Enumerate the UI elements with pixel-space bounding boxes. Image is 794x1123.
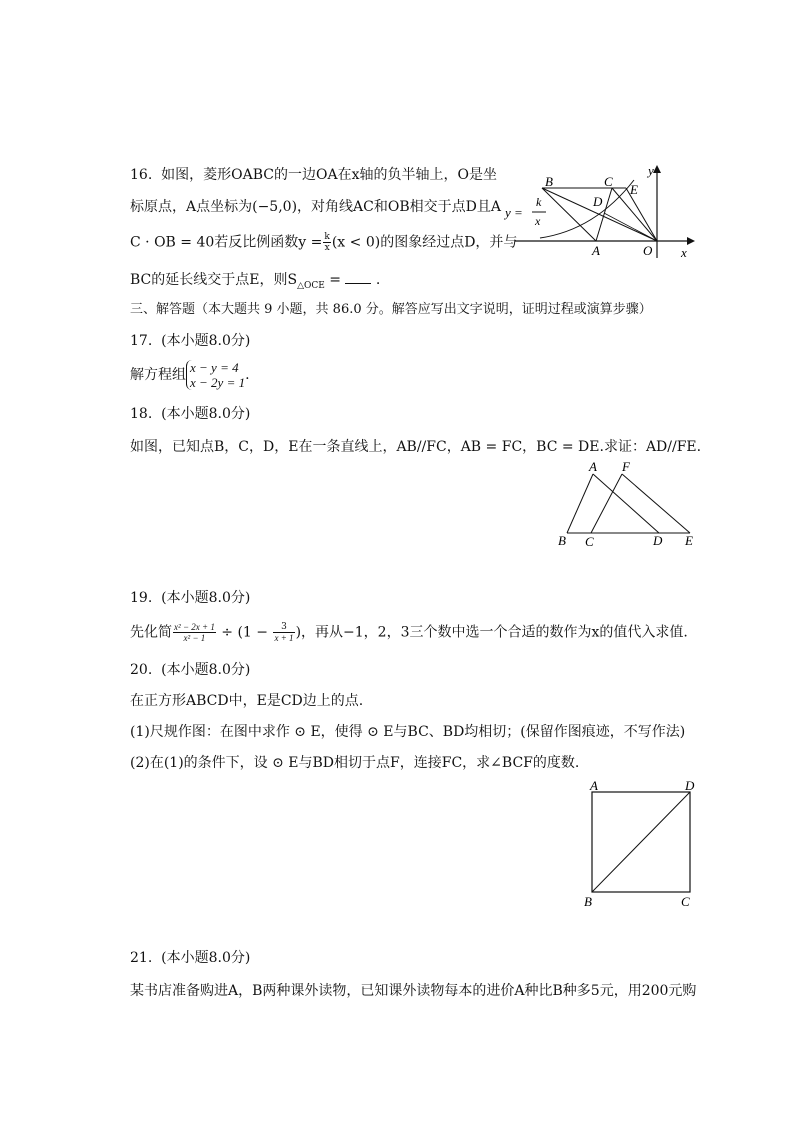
q16-number: 16. [130, 167, 153, 183]
section3-heading: 三、解答题（本大题共 9 小题，共 86.0 分。解答应写出文字说明，证明过程或演算步骤） [130, 302, 652, 317]
q18-label-F: F [622, 459, 630, 474]
q19-post: )，再从−1，2，3三个数中选一个合适的数作为x的值代入求值. [295, 624, 688, 641]
q16-text-line2: 标原点，A点坐标为(−5,0)，对角线AC和OB相交于点D且A [130, 199, 501, 215]
q18-segment-AD [593, 474, 659, 533]
q16-line3 [130, 232, 517, 253]
q18-label-C: C [585, 534, 594, 549]
q16-label-eq-k: k [536, 195, 542, 209]
q21-line1: 某书店准备购进A，B两种课外读物，已知课外读物每本的进价A种比B种多5元，用200元购 [130, 983, 697, 999]
q16-text-line4c: . [371, 272, 381, 288]
q16-label-eq-x: x [535, 214, 541, 228]
q17-body [130, 360, 250, 390]
q19-number: 19. [130, 590, 153, 606]
q16-fraction-k-over-x [323, 232, 330, 253]
q18-header [130, 404, 250, 424]
q19-body [130, 622, 688, 643]
q19-frac2-den: x + 1 [274, 633, 294, 643]
q16-label-O: O [643, 243, 653, 258]
q16-text-line4b: = [324, 272, 346, 288]
q16-label-eq-y: y = [505, 205, 523, 220]
q20-label-B: B [584, 894, 592, 909]
q18-label-E: E [685, 533, 693, 548]
q18-number: 18. [130, 406, 153, 422]
q16-label-D: D [593, 194, 603, 209]
q16-label-A: A [592, 243, 600, 258]
q20-diagonal-BD [592, 792, 690, 892]
q20-line1: 在正方形ABCD中，E是CD边上的点. [130, 693, 364, 709]
q21-number: 21. [130, 950, 153, 966]
q17-equation-2: x − 2y = 1 [190, 375, 246, 390]
q19-frac1-num: x² − 2x + 1 [174, 622, 215, 632]
q17-score: (本小题8.0分) [161, 333, 251, 349]
q20-score: (本小题8.0分) [161, 662, 251, 678]
q16-label-x: x [681, 245, 687, 260]
q18-figure [555, 458, 700, 550]
q20-line2: (1)尺规作图：在图中求作 ⊙ E，使得 ⊙ E与BC、BD均相切；(保留作图痕迹，不写作法) [130, 724, 686, 740]
q17-number: 17. [130, 333, 153, 349]
q16-text-line4a: BC的延长线交于点E，则S [130, 272, 298, 288]
q16-label-B: B [545, 174, 553, 189]
q16-line4 [130, 270, 380, 296]
q16-area-subscript: △OCE [297, 280, 325, 291]
q16-label-C: C [604, 174, 613, 189]
q16-text-line3b: (x < 0)的图象经过点D，并与 [331, 234, 518, 251]
q16-line2 [130, 197, 501, 217]
q19-frac2-num: 3 [273, 622, 294, 633]
q17-header [130, 331, 250, 351]
q19-pre: 先化简 [130, 624, 172, 641]
q16-line1 [130, 165, 497, 185]
q17-end: . [245, 367, 250, 383]
q18-label-A: A [589, 459, 597, 474]
q18-segment-AB [567, 474, 593, 533]
q16-frac-num: k [324, 232, 330, 242]
q16-x-axis-arrow [687, 237, 695, 245]
q16-frac-den: x [324, 243, 330, 253]
q16-segment-BA [542, 188, 596, 241]
q21-header [130, 948, 250, 968]
q16-answer-blank [345, 271, 371, 284]
q16-y-axis-arrow [653, 165, 661, 173]
q17-text: 解方程组 [130, 367, 186, 383]
q17-equation-system [186, 360, 245, 390]
q16-label-y: y [648, 163, 654, 178]
q18-segment-FC [591, 474, 622, 533]
q18-text: 如图，已知点B，C，D，E在一条直线上，AB//FC，AB = FC，BC = DE.求证：AD//FE. [130, 439, 702, 455]
q20-label-C: C [681, 894, 690, 909]
q16-text-line3a: C · OB = 40若反比例函数 [130, 234, 299, 251]
q18-label-D: D [653, 533, 663, 548]
q20-label-A: A [590, 778, 598, 793]
q18-label-B: B [558, 533, 566, 548]
q19-frac1-den: x² − 1 [183, 633, 206, 643]
q20-header [130, 660, 250, 680]
q20-figure [580, 776, 700, 910]
q19-header [130, 588, 250, 608]
q16-text-line1: 如图，菱形OABC的一边OA在x轴的负半轴上，O是坐 [161, 167, 497, 183]
q20-line3: (2)在(1)的条件下，设 ⊙ E与BD相切于点F，连接FC，求∠BCF的度数. [130, 755, 580, 771]
q16-formula-y: y = [298, 234, 323, 251]
q18-score: (本小题8.0分) [161, 406, 251, 422]
q21-score: (本小题8.0分) [161, 950, 251, 966]
q19-fraction-2 [273, 622, 294, 643]
q19-mid: ÷ (1 − [216, 624, 273, 641]
q16-label-E: E [630, 182, 638, 197]
q17-equation-1: x − y = 4 [190, 360, 239, 375]
q20-label-D: D [685, 778, 695, 793]
q20-number: 20. [130, 662, 153, 678]
q19-fraction-1 [173, 622, 216, 643]
q19-score: (本小题8.0分) [161, 590, 251, 606]
q18-segment-FE [622, 474, 690, 533]
q16-figure [500, 160, 700, 265]
